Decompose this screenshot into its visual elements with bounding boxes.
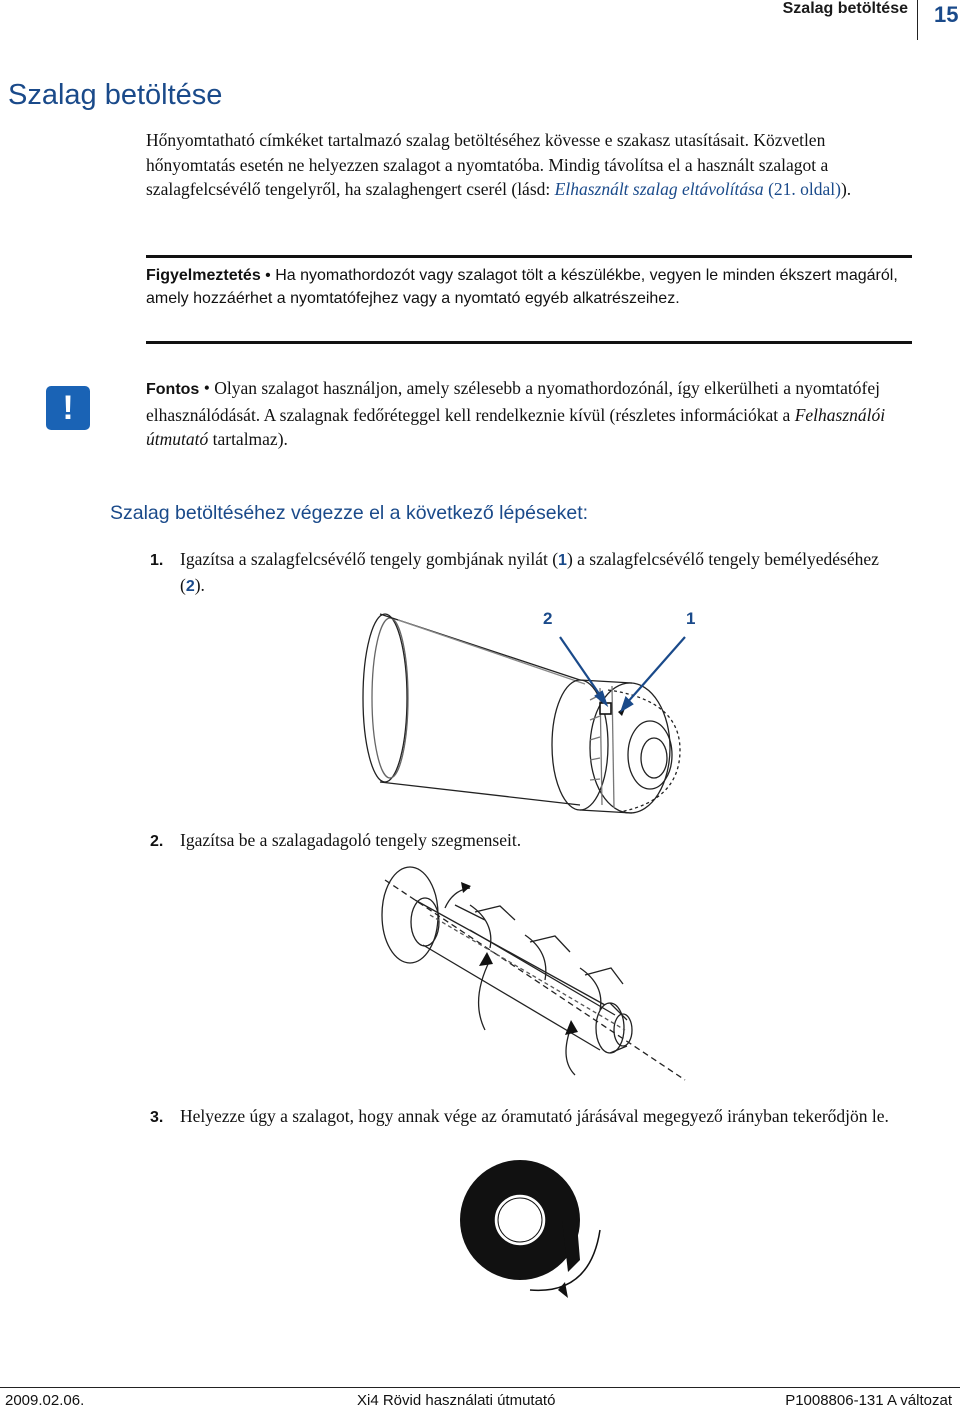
footer-rule <box>0 1387 960 1388</box>
callout-ref: 1 <box>558 552 567 569</box>
important-text: Olyan szalagot használjon, amely szélesebb a nyomathordozónál, így elkerülheti a nyomtatófej elhasználódását. A szalagnak fedőréteggel kell rendelkeznie kívül (részletes információkat a <box>146 378 880 425</box>
warning-note <box>146 264 916 310</box>
supply-spindle-figure <box>375 860 695 1090</box>
important-label: Fontos <box>146 381 200 398</box>
warning-label: Figyelmeztetés <box>146 267 261 284</box>
important-italic: Felhasználói útmutató <box>146 404 886 449</box>
intro-text: Hőnyomtatható címkéket tartalmazó szalag betöltéséhez kövesse e szakasz utasításait. Közvetlen hőnyomtatás esetén ne helyezzen szalagot a nyomtatóba. Mindig távolítsa el a használt szalagot a szalagfelcsévélő tengelyről, ha szalaghengert cserél (lásd: <box>146 130 829 199</box>
link-title[interactable]: Elhasznált szalag eltávolítása <box>554 179 764 199</box>
procedure-heading: Szalag betöltéséhez végezze el a következő lépéseket: <box>110 502 589 524</box>
page-number: 15 <box>934 2 959 27</box>
important-text-end: tartalmaz). <box>208 429 288 449</box>
intro-paragraph <box>146 128 906 202</box>
step-text: Igazítsa a szalagfelcsévélő tengely gombjának nyilát ( <box>180 549 559 569</box>
page-title: Szalag betöltése <box>8 79 223 111</box>
step-number: 3. <box>150 1109 164 1126</box>
footer-doc-title: Xi4 Rövid használati útmutató <box>357 1392 556 1409</box>
callout-label-1: 1 <box>686 609 696 628</box>
running-header-title: Szalag betöltése <box>782 0 908 17</box>
step-number: 2. <box>150 833 164 850</box>
warning-bottom-rule <box>146 341 912 344</box>
step-3 <box>150 1104 910 1154</box>
warning-top-rule <box>146 255 912 258</box>
cross-reference-link[interactable] <box>555 179 841 199</box>
step-text: ). <box>194 575 205 595</box>
ribbon-roll-figure <box>450 1160 630 1310</box>
header-divider <box>917 0 918 40</box>
footer-doc-code: P1008806-131 A változat <box>785 1392 952 1409</box>
intro-text-end: ). <box>840 179 852 199</box>
step-number: 1. <box>150 552 164 569</box>
step-text: Helyezze úgy a szalagot, hogy annak vége az óramutató járásával megegyező irányban tekerődjön le. <box>180 1106 889 1126</box>
warning-bullet: • <box>260 267 276 284</box>
step-2 <box>150 828 910 856</box>
warning-text: Ha nyomathordozót vagy szalagot tölt a készülékbe, vegyen le minden ékszert magáról, amely hozzáérhet a nyomtatófejhez vagy a nyomtató egyéb alkatrészeihez. <box>146 267 898 307</box>
callout-ref: 2 <box>185 578 195 595</box>
important-note <box>146 376 916 452</box>
link-page[interactable]: (21. oldal) <box>763 179 841 199</box>
callout-label-2: 2 <box>543 609 553 628</box>
take-up-spindle-figure <box>350 600 710 815</box>
important-bullet: • <box>199 378 215 398</box>
step-text: Igazítsa be a szalagadagoló tengely szegmenseit. <box>180 830 522 850</box>
step-1 <box>150 547 910 597</box>
step-text: ) a szalagfelcsévélő tengely bemélyedéséhez ( <box>180 549 879 595</box>
footer-date: 2009.02.06. <box>5 1392 85 1409</box>
important-exclamation-icon: ! <box>46 386 90 430</box>
